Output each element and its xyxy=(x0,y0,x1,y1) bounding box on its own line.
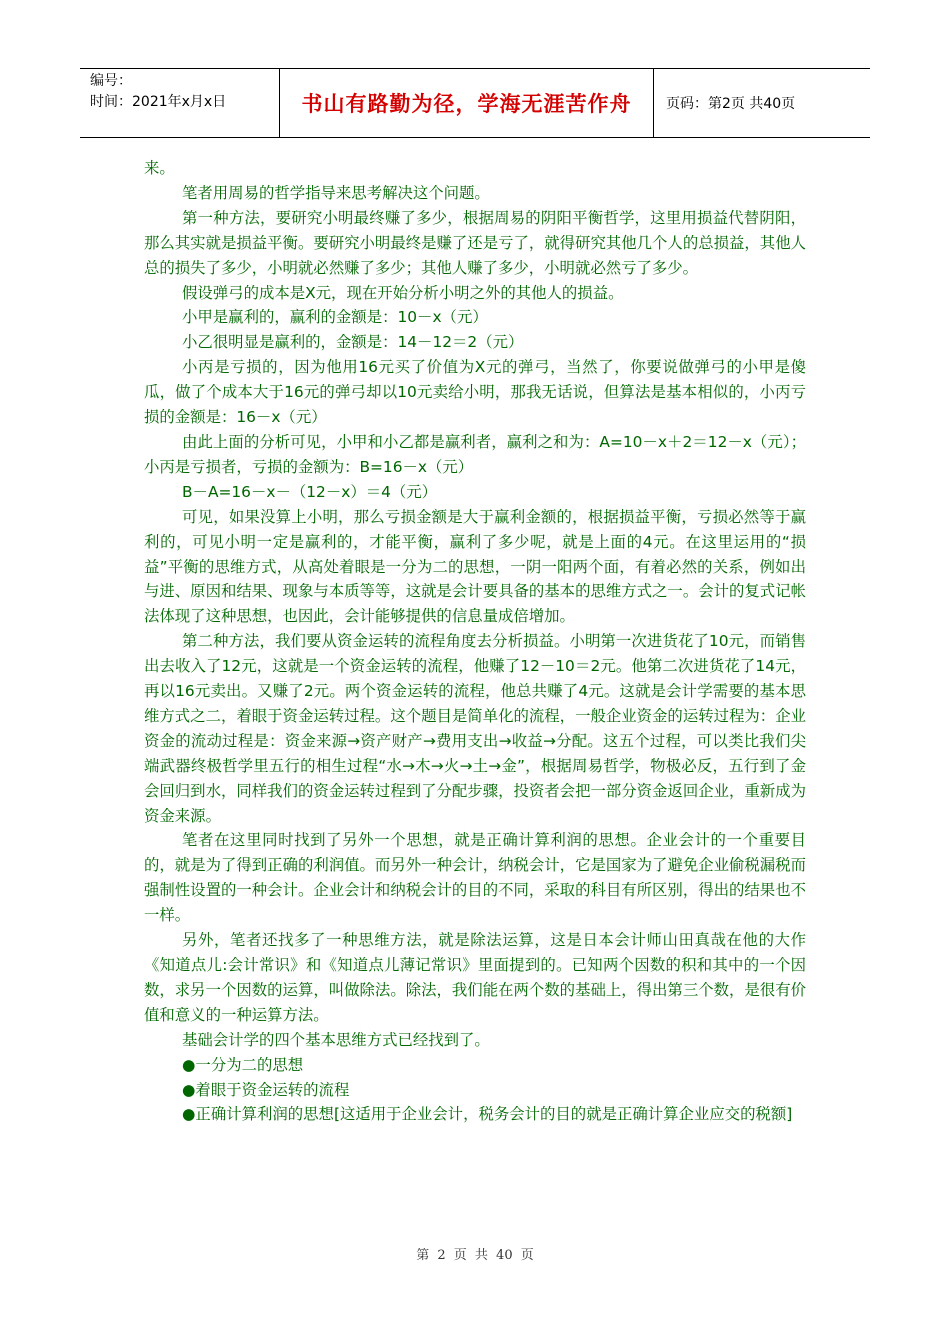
page-header xyxy=(80,68,870,138)
paragraph: 第一种方法，要研究小明最终赚了多少，根据周易的阴阳平衡哲学，这里用损益代替阴阳，那么其实就是损益平衡。要研究小明最终是赚了还是亏了，就得研究其他几个人的总损益，其他人总的损失了多少，小明就必然赚了多少；其他人赚了多少，小明就必然亏了多少。 xyxy=(144,208,806,277)
bullet-item: ●一分为二的思想 xyxy=(182,1055,304,1074)
bullet-item: ●着眼于资金运转的流程 xyxy=(182,1080,350,1099)
paragraph: 假设弹弓的成本是X元，现在开始分析小明之外的其他人的损益。 xyxy=(182,283,624,302)
header-page-info: 页码：第2页 共40页 xyxy=(666,96,796,112)
page-footer: 第 2 页 共 40 页 xyxy=(416,1248,534,1263)
paragraph: 另外，笔者还找多了一种思维方法，就是除法运算，这是日本会计师山田真哉在他的大作《知道点儿:会计常识》和《知道点儿薄记常识》里面提到的。已知两个因数的积和其中的一个因数，求另一个因数的运算，叫做除法。除法，我们能在两个数的基础上，得出第三个数，是很有价值和意义的一种运算方法。 xyxy=(144,931,806,1024)
paragraph: 小甲是赢利的，赢利的金额是：10－x（元） xyxy=(182,308,488,327)
paragraph: 第二种方法，我们要从资金运转的流程角度去分析损益。小明第一次进货花了10元，而销售出去收入了12元，这就是一个资金运转的流程，他赚了12－10＝2元。他第二次进货花了14元，再以16元卖出。又赚了2元。两个资金运转的流程，他总共赚了4元。这就是会计学需要的基本思维方式之二，着眼于资金运转过程。这个题目是简单化的流程，一般企业资金的运转过程为：企业资金的流动过程是：资金来源→资产财产→费用支出→收益→分配。这五个过程，可以类比我们尖端武器终极哲学里五行的相生过程“水→木→火→土→金”，根据周易哲学，物极必反，五行到了金会回归到水，同样我们的资金运转过程到了分配步骤，投资者会把一部分资金返回企业，重新成为资金来源。 xyxy=(144,632,806,825)
header-motto: 书山有路勤为径，学海无涯苦作舟 xyxy=(280,69,654,137)
paragraph: 笔者在这里同时找到了另外一个思想，就是正确计算利润的思想。企业会计的一个重要目的，就是为了得到正确的利润值。而另外一种会计，纳税会计，它是国家为了避免企业偷税漏税而强制性设置的一种会计。企业会计和纳税会计的目的不同，采取的科目有所区别，得出的结果也不一样。 xyxy=(144,831,806,925)
bullet-item: ●正确计算利润的思想[这适用于企业会计，税务会计的目的就是正确计算企业应交的税额] xyxy=(182,1105,793,1124)
paragraph: 来。 xyxy=(144,159,175,177)
paragraph: 笔者用周易的哲学指导来思考解决这个问题。 xyxy=(182,183,490,202)
header-meta xyxy=(80,69,280,137)
equation-line: B－A=16－x－（12－x）＝4（元） xyxy=(182,482,438,501)
document-body xyxy=(144,156,806,1127)
paragraph: 基础会计学的四个基本思维方式已经找到了。 xyxy=(182,1030,490,1049)
paragraph: 由此上面的分析可见，小甲和小乙都是赢利者，赢利之和为：A=10－x＋2＝12－x（元）；小丙是亏损者，亏损的金额为：B=16－x（元） xyxy=(144,432,806,476)
paragraph: 小乙很明显是赢利的，金额是：14－12＝2（元） xyxy=(182,333,524,352)
date-line: 时间：2021年x月x日 xyxy=(90,94,227,110)
paragraph: 小丙是亏损的，因为他用16元买了价值为X元的弹弓，当然了，你要说做弹弓的小甲是傻瓜，做了个成本大于16元的弹弓却以10元卖给小明，那我无话说，但算法是基本相似的，小丙亏损的金额是：16－x（元） xyxy=(144,358,806,427)
serial-label: 编号： xyxy=(90,73,132,89)
paragraph: 可见，如果没算上小明，那么亏损金额是大于赢利金额的，根据损益平衡，亏损必然等于赢利的，可见小明一定是赢利的，才能平衡，赢利了多少呢，就是上面的4元。在这里运用的“损益”平衡的思维方式，从高处着眼是一分为二的思想，一阴一阳两个面，有着必然的关系，例如出与进、原因和结果、现象与本质等等，这就是会计要具备的基本的思维方式之一。会计的复式记帐法体现了这种思想，也因此，会计能够提供的信息量成倍增加。 xyxy=(144,507,806,626)
